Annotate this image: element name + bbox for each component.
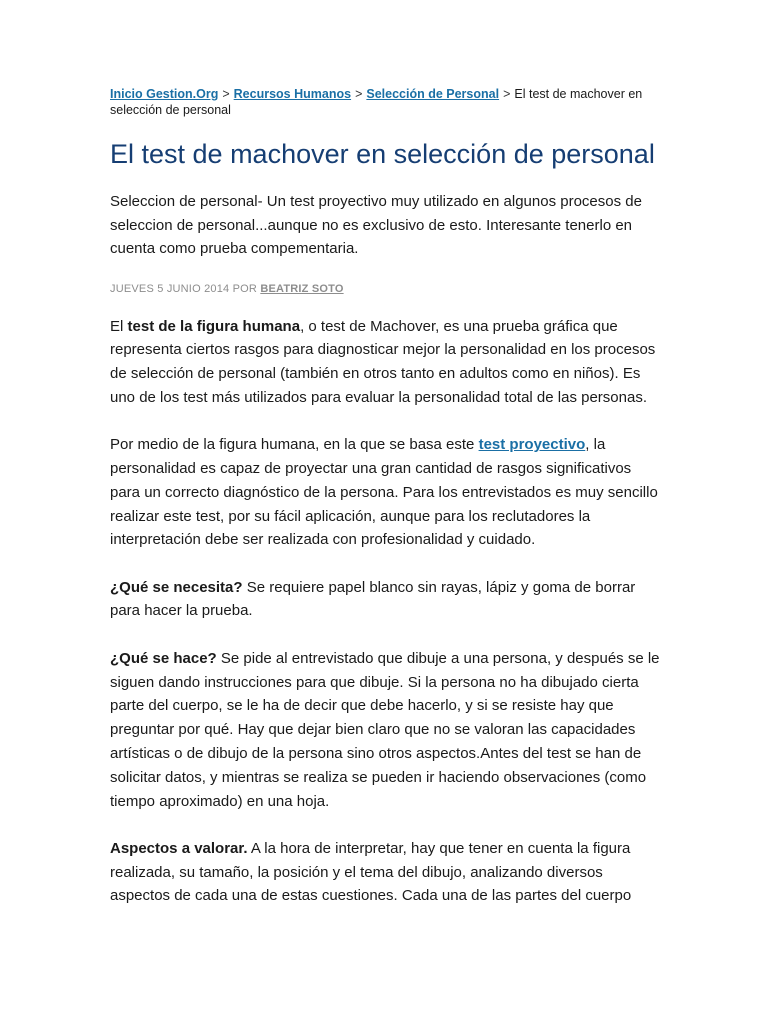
- breadcrumb-link-recursos-humanos[interactable]: Recursos Humanos: [233, 87, 352, 101]
- p5-post: A la hora de interpretar, hay que tener en cuenta la figura realizada, su tamaño, la posición y el tema del dibujo, analizando diversos aspectos de cada una de estas cuestiones. Cada una de las partes del cuerpo: [110, 839, 632, 905]
- p5-bold: Aspectos a valorar.: [110, 839, 248, 857]
- author-link[interactable]: BEATRIZ SOTO: [260, 282, 344, 295]
- paragraph-3: [110, 576, 662, 624]
- breadcrumb-link-seleccion-personal[interactable]: Selección de Personal: [366, 87, 500, 101]
- p3-bold: ¿Qué se necesita?: [110, 578, 243, 596]
- chevron-right-icon: >: [222, 87, 230, 101]
- paragraph-1: [110, 315, 662, 410]
- article-summary: Seleccion de personal- Un test proyectivo muy utilizado en algunos procesos de seleccion de personal...aunque no es exclusivo de esto. Interesante tenerlo en cuenta como prueba compementaria.: [110, 193, 642, 257]
- article-by: POR: [232, 282, 258, 295]
- paragraph-4: [110, 647, 662, 814]
- page-title: El test de machover en selección de personal: [110, 139, 655, 169]
- article-body: [110, 315, 662, 909]
- article-date: JUEVES 5 JUNIO 2014: [110, 282, 230, 295]
- p2-post: , la personalidad es capaz de proyectar una gran cantidad de rasgos significativos para un correcto diagnóstico de la persona. Para los entrevistados es muy sencillo realizar este test, por su fácil aplicación, aunque para los reclutadores la interpretación debe ser realizada con profesionalidad y cuidado.: [110, 436, 658, 549]
- p1-bold: test de la figura humana: [127, 317, 301, 335]
- p4-bold: ¿Qué se hace?: [110, 649, 217, 667]
- paragraph-5: [110, 837, 662, 908]
- p1-post: , o test de Machover, es una prueba gráfica que representa ciertos rasgos para diagnosticar mejor la personalidad en los procesos de selección de personal (también en otros tanto en adultos como en niños). Es uno de los test más utilizados para evaluar la personalidad total de las personas.: [110, 317, 656, 406]
- p2-pre: Por medio de la figura humana, en la que se basa este: [110, 436, 479, 454]
- article-meta: [110, 281, 662, 297]
- breadcrumb-current: El test de machover en selección de personal: [110, 87, 643, 117]
- p4-post: Se pide al entrevistado que dibuje a una persona, y después se le siguen dando instrucciones para que dibuje. Si la persona no ha dibujado cierta parte del cuerpo, se le ha de decir que debe hacerlo, y si se resiste hay que preguntar por qué. Hay que dejar bien claro que no se valoran las capacidades artísticas o de dibujo de la persona sino otros aspectos.Antes del test se han de solicitar datos, y mientras se realiza se pueden ir haciendo observaciones (como tiempo aproximado) en una hoja.: [110, 649, 660, 810]
- chevron-right-icon: >: [503, 87, 511, 101]
- breadcrumb: [110, 86, 662, 118]
- p1-pre: El: [110, 317, 128, 335]
- chevron-right-icon: >: [355, 87, 363, 101]
- article-container: [110, 86, 662, 932]
- test-proyectivo-link[interactable]: test proyectivo: [478, 436, 586, 454]
- breadcrumb-link-home[interactable]: Inicio Gestion.Org: [110, 87, 219, 101]
- p3-post: Se requiere papel blanco sin rayas, lápiz y goma de borrar para hacer la prueba.: [110, 578, 636, 620]
- paragraph-2: [110, 433, 662, 552]
